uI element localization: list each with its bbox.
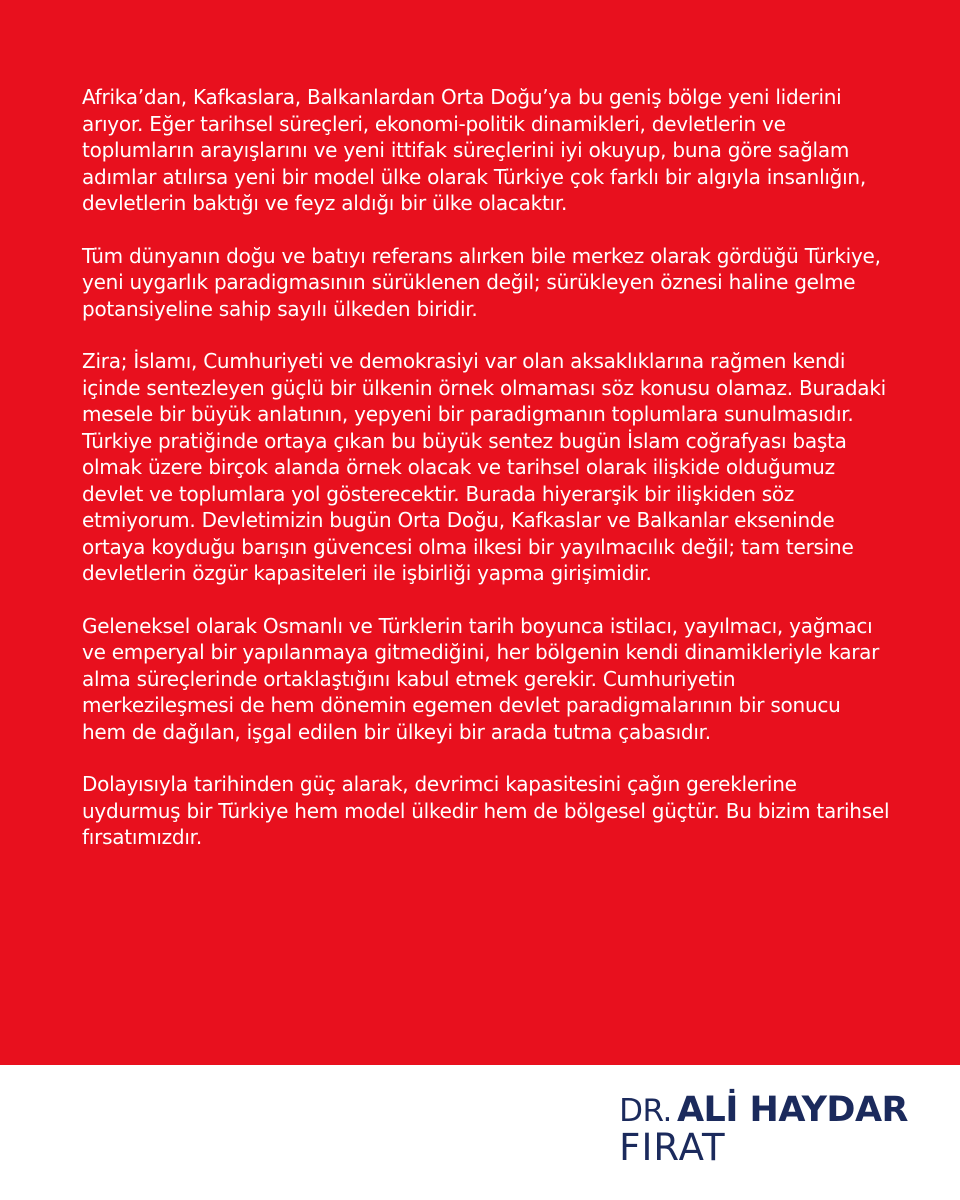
signature-surname: FIRAT	[619, 1126, 726, 1169]
paragraph-1: Afrika’dan, Kafkaslara, Balkanlardan Orta Doğu’ya bu geniş bölge yeni liderini arıyor. Eğer tarihsel süreçleri, ekonomi-politik dinamikleri, devletlerin ve toplumların arayışlarını ve yeni ittifak süreçlerini iyi okuyup, buna göre sağlam adımlar atılırsa yeni bir model ülke olarak Türkiye çok farklı bir algıyla insanlığın, devletlerin baktığı ve feyz aldığı bir ülke olacaktır.	[82, 85, 866, 215]
footer	[0, 1065, 960, 1200]
signature-logo	[619, 1090, 908, 1169]
signature-name: ALİ HAYDAR	[676, 1090, 908, 1130]
paragraph-4: Geleneksel olarak Osmanlı ve Türklerin tarih boyunca istilacı, yayılmacı, yağmacı ve emperyal bir yapılanmaya gitmediğini, her bölgenin kendi dinamikleriyle karar alma süreçlerinde ortaklaştığını kabul etmek gerekir. Cumhuriyetin merkezileşmesi de hem dönemin egemen devlet paradigmalarının bir sonucu hem de dağılan, işgal edilen bir ülkeyi bir arada tutma çabasıdır.	[82, 613, 880, 744]
paragraph-5: Dolayısıyla tarihinden güç alarak, devrimci kapasitesini çağın gereklerine uydurmuş bir Türkiye hem model ülkedir hem de bölgesel güçtür. Bu bizim tarihsel fırsatımızdır.	[82, 772, 890, 849]
paragraph-3: Zira; İslamı, Cumhuriyeti ve demokrasiyi var olan aksaklıklarına rağmen kendi içinde sentezleyen güçlü bir ülkenin örnek olmaması söz konusu olamaz. Buradaki mesele bir büyük anlatının, yepyeni bir paradigmanın toplumlara sunulmasıdır. Türkiye pratiğinde ortaya çıkan bu büyük sentez bugün İslam coğrafyası başta olmak üzere birçok alanda örnek olacak ve tarihsel olarak ilişkide olduğumuz devlet ve toplumlara yol gösterecektir. Burada hiyerarşik bir ilişkiden söz etmiyorum. Devletimizin bugün Orta Doğu, Kafkaslar ve Balkanlar ekseninde ortaya koyduğu barışın güvencesi olma ilkesi bir yayılmacılık değil; tam tersine devletlerin özgür kapasiteleri ile işbirliği yapma girişimidir.	[82, 349, 886, 585]
paragraph-2: Tüm dünyanın doğu ve batıyı referans alırken bile merkez olarak gördüğü Türkiye, yeni uygarlık paradigmasının sürüklenen değil; sürükleyen öznesi haline gelme potansiyeline sahip sayılı ülkeden biridir.	[82, 243, 881, 321]
signature-prefix: DR.	[619, 1093, 672, 1129]
signature-line-1	[619, 1090, 908, 1130]
